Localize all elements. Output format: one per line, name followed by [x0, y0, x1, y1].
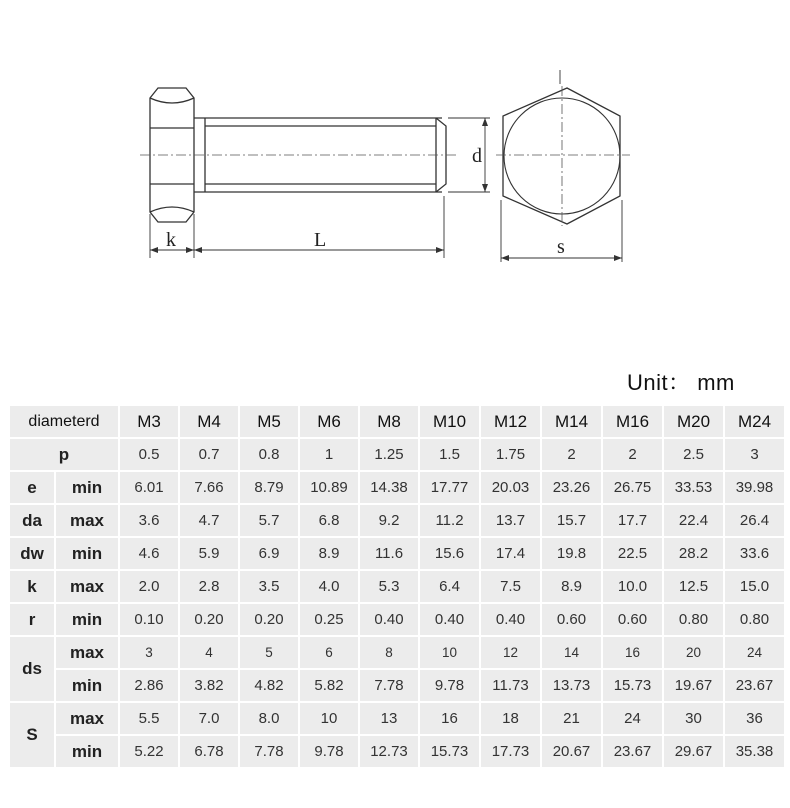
row-group-label: e [10, 472, 54, 503]
table-row [10, 703, 784, 734]
size-header: M24 [725, 406, 784, 437]
table-row [10, 637, 784, 668]
d-label: d [472, 145, 482, 167]
table-cell: 17.73 [481, 736, 540, 767]
table-cell: 0.60 [542, 604, 601, 635]
table-cell: 0.80 [664, 604, 723, 635]
table-cell: 0.10 [120, 604, 178, 635]
row-sub-label: max [56, 505, 118, 536]
table-cell: 16 [603, 637, 662, 668]
table-cell: 6.4 [420, 571, 479, 602]
table-cell: 0.40 [481, 604, 540, 635]
table-cell: 3.5 [240, 571, 298, 602]
table-cell: 24 [603, 703, 662, 734]
table-cell: 6.8 [300, 505, 358, 536]
table-cell: 6.01 [120, 472, 178, 503]
row-group-label: S [10, 703, 54, 767]
table-cell: 7.66 [180, 472, 238, 503]
size-header: M4 [180, 406, 238, 437]
table-row [10, 472, 784, 503]
table-cell: 2.5 [664, 439, 723, 470]
table-cell: 8.9 [542, 571, 601, 602]
table-cell: 23.67 [725, 670, 784, 701]
table-cell: 9.2 [360, 505, 418, 536]
table-cell: 4.82 [240, 670, 298, 701]
table-cell: 15.73 [603, 670, 662, 701]
table-cell: 7.5 [481, 571, 540, 602]
table-cell: 19.67 [664, 670, 723, 701]
table-cell: 5.22 [120, 736, 178, 767]
diameter-header: diameterd [10, 406, 118, 437]
size-header: M20 [664, 406, 723, 437]
table-cell: 5.7 [240, 505, 298, 536]
table-cell: 26.75 [603, 472, 662, 503]
size-header: M3 [120, 406, 178, 437]
table-cell: 33.6 [725, 538, 784, 569]
table-row [10, 670, 784, 701]
table-cell: 20.03 [481, 472, 540, 503]
table-cell: 29.67 [664, 736, 723, 767]
bolt-drawing [0, 0, 790, 300]
table-cell: 0.40 [420, 604, 479, 635]
table-cell: 12.73 [360, 736, 418, 767]
table-cell: 33.53 [664, 472, 723, 503]
unit-label: Unit： mm [627, 370, 735, 395]
table-row [10, 604, 784, 635]
table-cell: 36 [725, 703, 784, 734]
row-sub-label: min [56, 670, 118, 701]
table-cell: 3 [725, 439, 784, 470]
size-header: M6 [300, 406, 358, 437]
table-cell: 10.0 [603, 571, 662, 602]
table-cell: 5.3 [360, 571, 418, 602]
table-cell: 0.25 [300, 604, 358, 635]
table-cell: 4.7 [180, 505, 238, 536]
table-row [10, 439, 784, 470]
table-cell: 30 [664, 703, 723, 734]
table-cell: 13 [360, 703, 418, 734]
table-row [10, 571, 784, 602]
table-cell: 12.5 [664, 571, 723, 602]
table-cell: 28.2 [664, 538, 723, 569]
table-cell: 5.82 [300, 670, 358, 701]
table-cell: 0.60 [603, 604, 662, 635]
table-cell: 2.0 [120, 571, 178, 602]
table-cell: 2 [542, 439, 601, 470]
table-cell: 23.26 [542, 472, 601, 503]
row-group-label: k [10, 571, 54, 602]
table-cell: 3.6 [120, 505, 178, 536]
table-cell: 23.67 [603, 736, 662, 767]
table-cell: 8.9 [300, 538, 358, 569]
table-cell: 5.5 [120, 703, 178, 734]
row-sub-label: max [56, 703, 118, 734]
table-cell: 26.4 [725, 505, 784, 536]
table-cell: 0.8 [240, 439, 298, 470]
table-cell: 1.25 [360, 439, 418, 470]
s-label: s [557, 236, 565, 258]
L-label: L [314, 229, 327, 251]
row-sub-label: min [56, 538, 118, 569]
table-cell: 10 [420, 637, 479, 668]
table-cell: 4.0 [300, 571, 358, 602]
table-cell: 0.40 [360, 604, 418, 635]
table-cell: 15.0 [725, 571, 784, 602]
table-cell: 22.5 [603, 538, 662, 569]
table-cell: 1.75 [481, 439, 540, 470]
row-sub-label: max [56, 571, 118, 602]
table-cell: 8 [360, 637, 418, 668]
table-cell: 9.78 [300, 736, 358, 767]
table-cell: 3.82 [180, 670, 238, 701]
table-cell: 20 [664, 637, 723, 668]
table-cell: 11.73 [481, 670, 540, 701]
table-cell: 21 [542, 703, 601, 734]
table-cell: 16 [420, 703, 479, 734]
table-cell: 0.20 [240, 604, 298, 635]
table-cell: 17.4 [481, 538, 540, 569]
table-cell: 10 [300, 703, 358, 734]
table-row [10, 505, 784, 536]
table-cell: 24 [725, 637, 784, 668]
table-cell: 39.98 [725, 472, 784, 503]
size-header: M10 [420, 406, 479, 437]
row-sub-label: max [56, 637, 118, 668]
table-cell: 14 [542, 637, 601, 668]
table-cell: 2.8 [180, 571, 238, 602]
row-group-label: r [10, 604, 54, 635]
table-cell: 6.78 [180, 736, 238, 767]
table-cell: 0.7 [180, 439, 238, 470]
table-cell: 4 [180, 637, 238, 668]
row-sub-label: min [56, 472, 118, 503]
table-cell: 7.0 [180, 703, 238, 734]
table-cell: 2.86 [120, 670, 178, 701]
row-sub-label: min [56, 604, 118, 635]
table-cell: 9.78 [420, 670, 479, 701]
row-group-label: ds [10, 637, 54, 701]
size-header: M5 [240, 406, 298, 437]
table-cell: 8.0 [240, 703, 298, 734]
row-group-label: dw [10, 538, 54, 569]
table-cell: 4.6 [120, 538, 178, 569]
table-cell: 8.79 [240, 472, 298, 503]
table-cell: 17.7 [603, 505, 662, 536]
table-cell: 14.38 [360, 472, 418, 503]
table-cell: 0.5 [120, 439, 178, 470]
table-cell: 13.7 [481, 505, 540, 536]
table-cell: 2 [603, 439, 662, 470]
table-cell: 18 [481, 703, 540, 734]
table-cell: 7.78 [240, 736, 298, 767]
table-cell: 11.2 [420, 505, 479, 536]
table-cell: 5 [240, 637, 298, 668]
table-cell: 22.4 [664, 505, 723, 536]
table-cell: 10.89 [300, 472, 358, 503]
table-row [10, 736, 784, 767]
table-cell: 12 [481, 637, 540, 668]
table-cell: 6.9 [240, 538, 298, 569]
table-cell: 6 [300, 637, 358, 668]
table-cell: 17.77 [420, 472, 479, 503]
table-cell: 13.73 [542, 670, 601, 701]
table-cell: 7.78 [360, 670, 418, 701]
table-cell: 11.6 [360, 538, 418, 569]
table-cell: 0.80 [725, 604, 784, 635]
table-cell: 3 [120, 637, 178, 668]
table-row [10, 538, 784, 569]
k-label: k [166, 229, 176, 251]
table-cell: 35.38 [725, 736, 784, 767]
spec-table [8, 404, 786, 769]
table-cell: 20.67 [542, 736, 601, 767]
size-header: M8 [360, 406, 418, 437]
table-cell: 15.6 [420, 538, 479, 569]
table-cell: 1 [300, 439, 358, 470]
table-cell: 15.7 [542, 505, 601, 536]
table-cell: 5.9 [180, 538, 238, 569]
table-cell: 1.5 [420, 439, 479, 470]
size-header: M16 [603, 406, 662, 437]
table-cell: 0.20 [180, 604, 238, 635]
size-header: M12 [481, 406, 540, 437]
table-cell: 15.73 [420, 736, 479, 767]
table-cell: 19.8 [542, 538, 601, 569]
table-header-row [10, 406, 784, 437]
row-group-label: da [10, 505, 54, 536]
row-sub-label: min [56, 736, 118, 767]
size-header: M14 [542, 406, 601, 437]
row-label: p [10, 439, 118, 470]
